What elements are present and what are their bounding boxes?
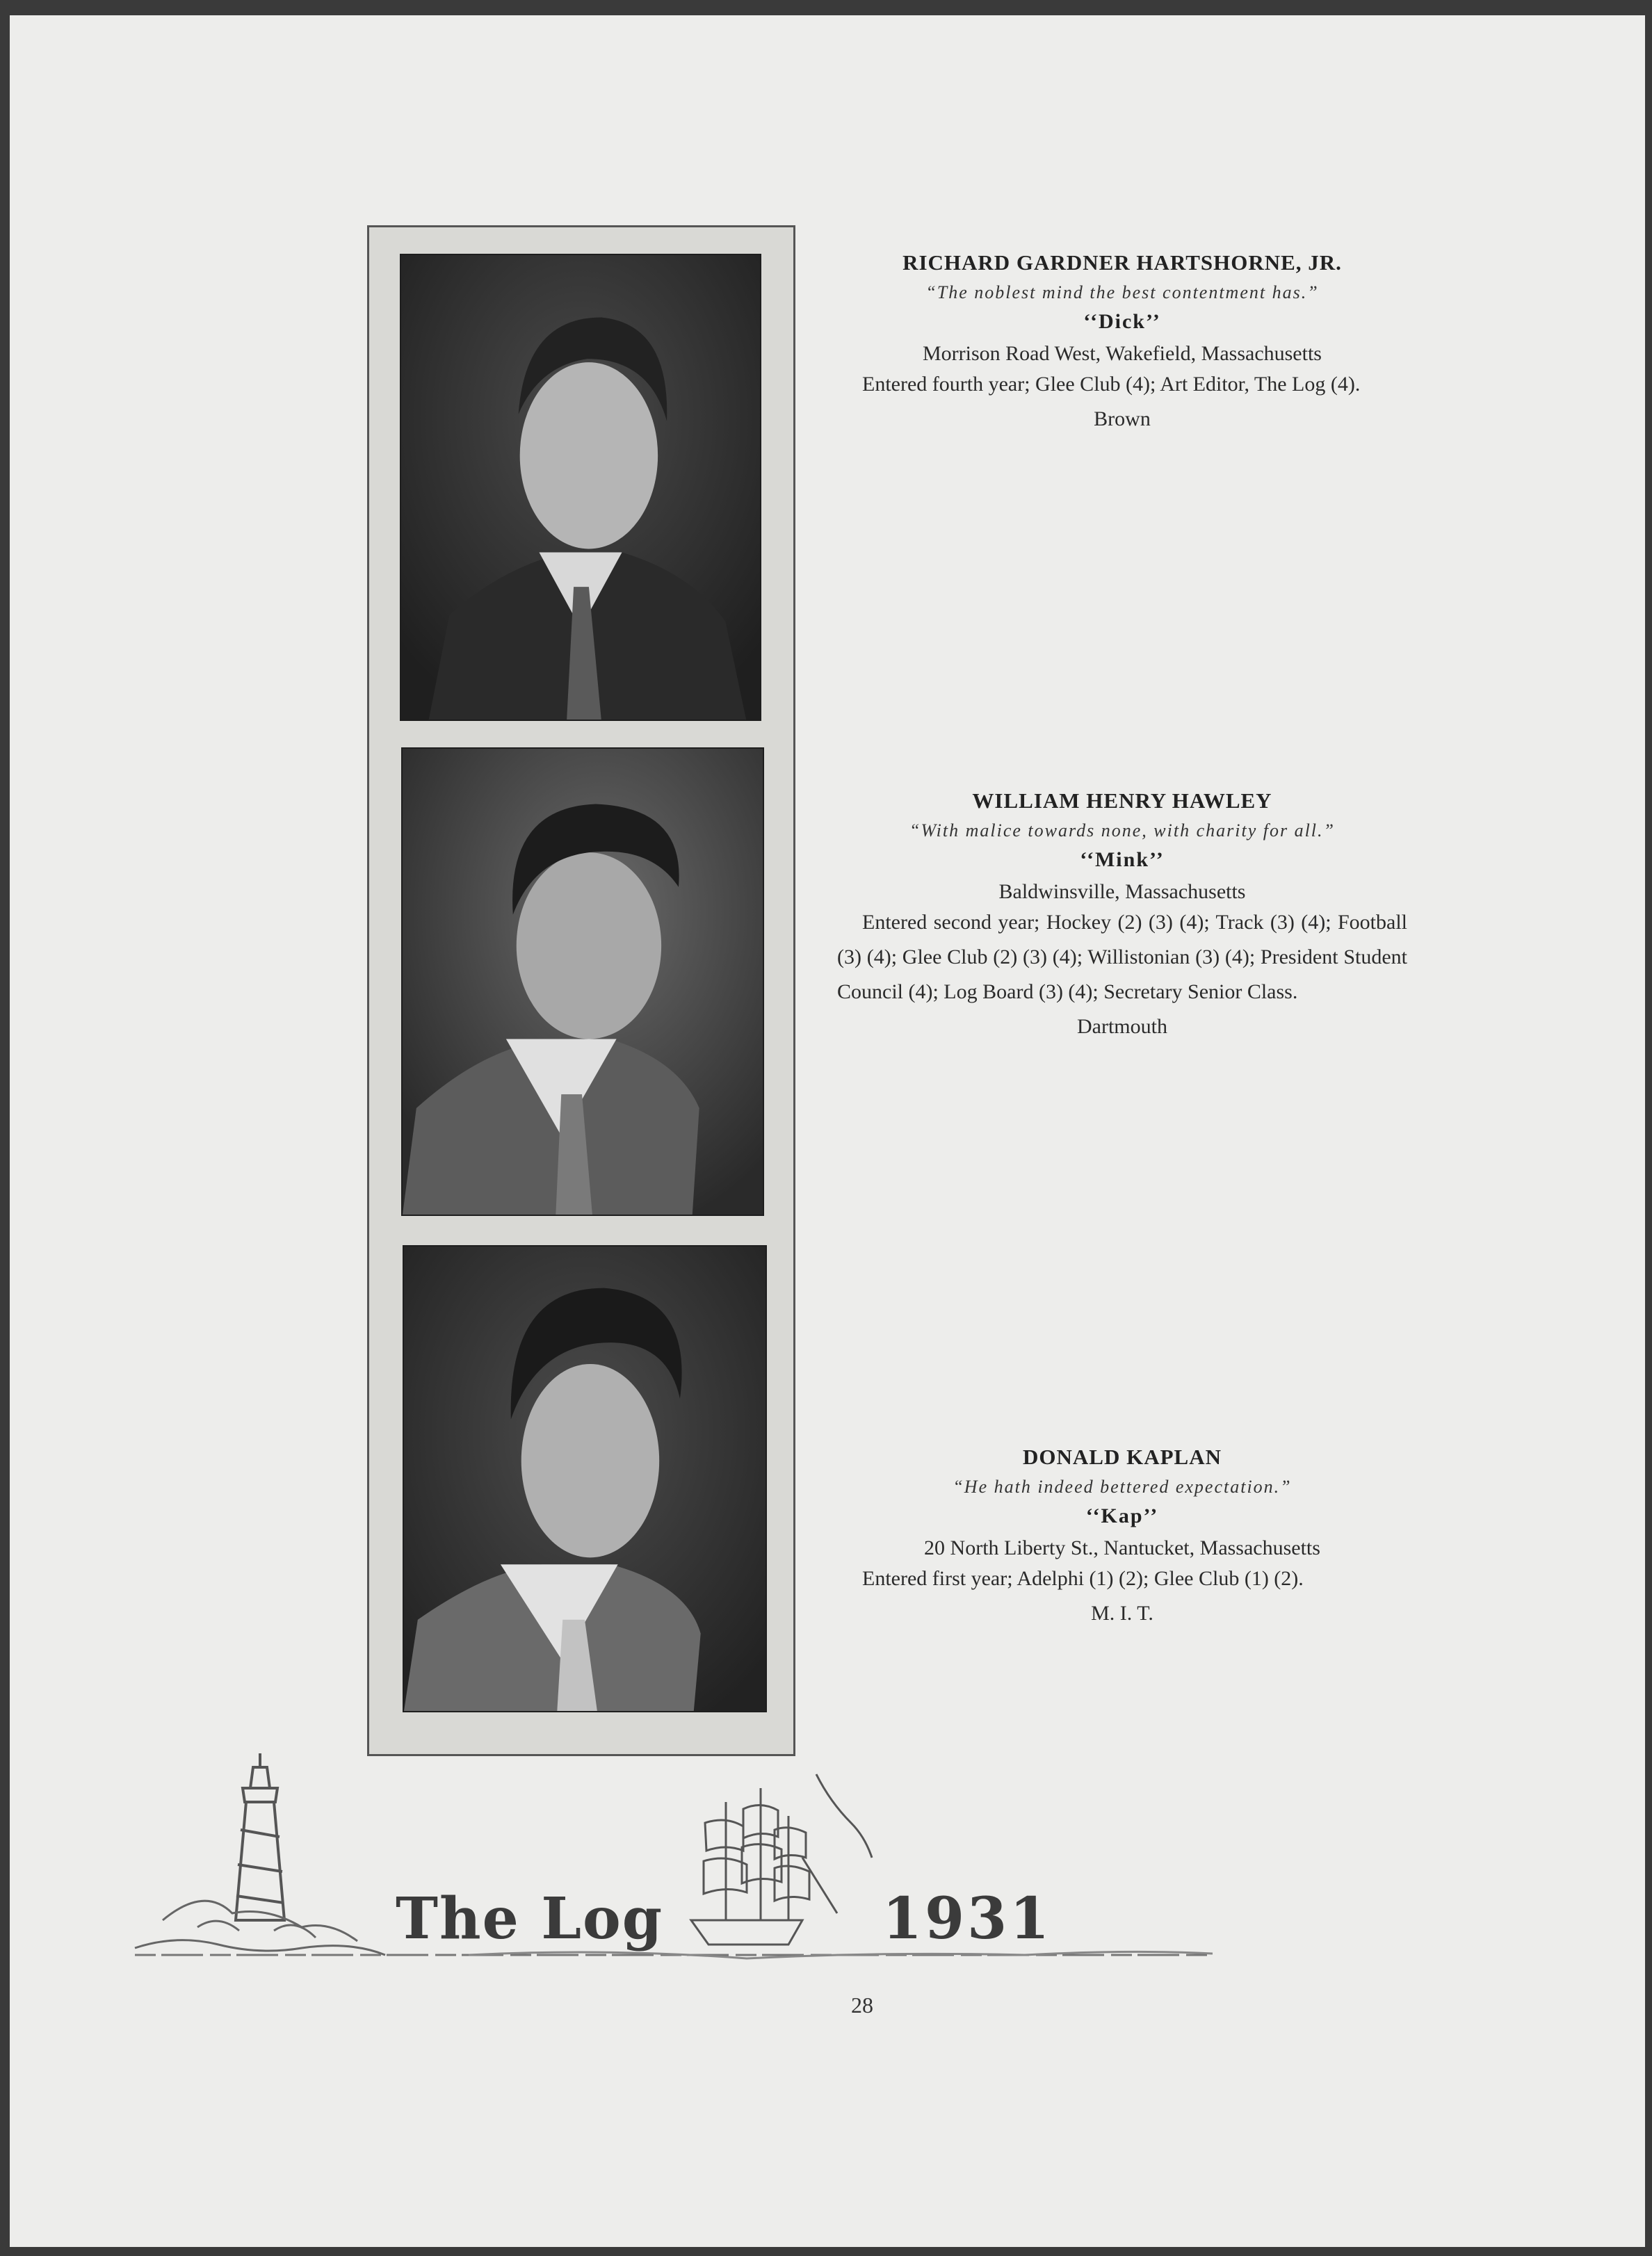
portrait-photo-hawley [401,747,764,1216]
footer-illustration [121,1746,1233,1997]
student-nickname: ‘‘Kap’’ [1085,1504,1159,1527]
student-name: RICHARD GARDNER HARTSHORNE, JR. [902,250,1342,275]
entry-hartshorne [837,250,1407,431]
student-record: Entered fourth year; Glee Club (4); Art Editor, The Log (4). [862,373,1361,396]
entry-kaplan [837,1445,1407,1625]
student-college: Brown [1094,407,1151,430]
student-name: DONALD KAPLAN [1023,1445,1222,1469]
page-number: 28 [851,1993,873,2018]
student-quote: “He hath indeed bettered expectation.” [953,1477,1292,1497]
student-quote: “With malice towards none, with charity for all.” [909,820,1335,841]
student-college: M. I. T. [1091,1602,1153,1625]
footer-year: 1931 [882,1885,1053,1952]
yearbook-page [10,15,1645,2247]
entry-hawley [837,788,1407,1039]
student-address: Baldwinsville, Massachusetts [998,880,1246,903]
footer-banner [121,1746,1233,1997]
lighthouse-icon [236,1753,284,1920]
portrait-photo-hartshorne [400,254,761,721]
student-quote: “The noblest mind the best contentment has.” [925,282,1319,302]
rocks-and-waves [135,1901,385,1955]
student-college: Dartmouth [1077,1015,1167,1038]
student-name: WILLIAM HENRY HAWLEY [972,788,1272,813]
student-address: Morrison Road West, Wakefield, Massachusetts [923,342,1322,365]
student-record: Entered first year; Adelphi (1) (2); Glee Club (1) (2). [862,1567,1304,1590]
footer-title: The Log [396,1885,664,1952]
student-address: 20 North Liberty St., Nantucket, Massachusetts [924,1536,1320,1559]
student-nickname: ‘‘Dick’’ [1083,310,1161,333]
portrait-photo-kaplan [403,1245,767,1712]
student-nickname: ‘‘Mink’’ [1080,848,1165,871]
student-record: Entered second year; Hockey (2) (3) (4); Track (3) (4); Football (3) (4); Glee Club (2) (3) (4); Willistonian (3) (4); President Student Council (4); Log Board (3) (4); Secretary Senior Class. [837,911,1407,1003]
portrait-frame [367,225,795,1756]
sailing-ship-icon [691,1774,872,1945]
